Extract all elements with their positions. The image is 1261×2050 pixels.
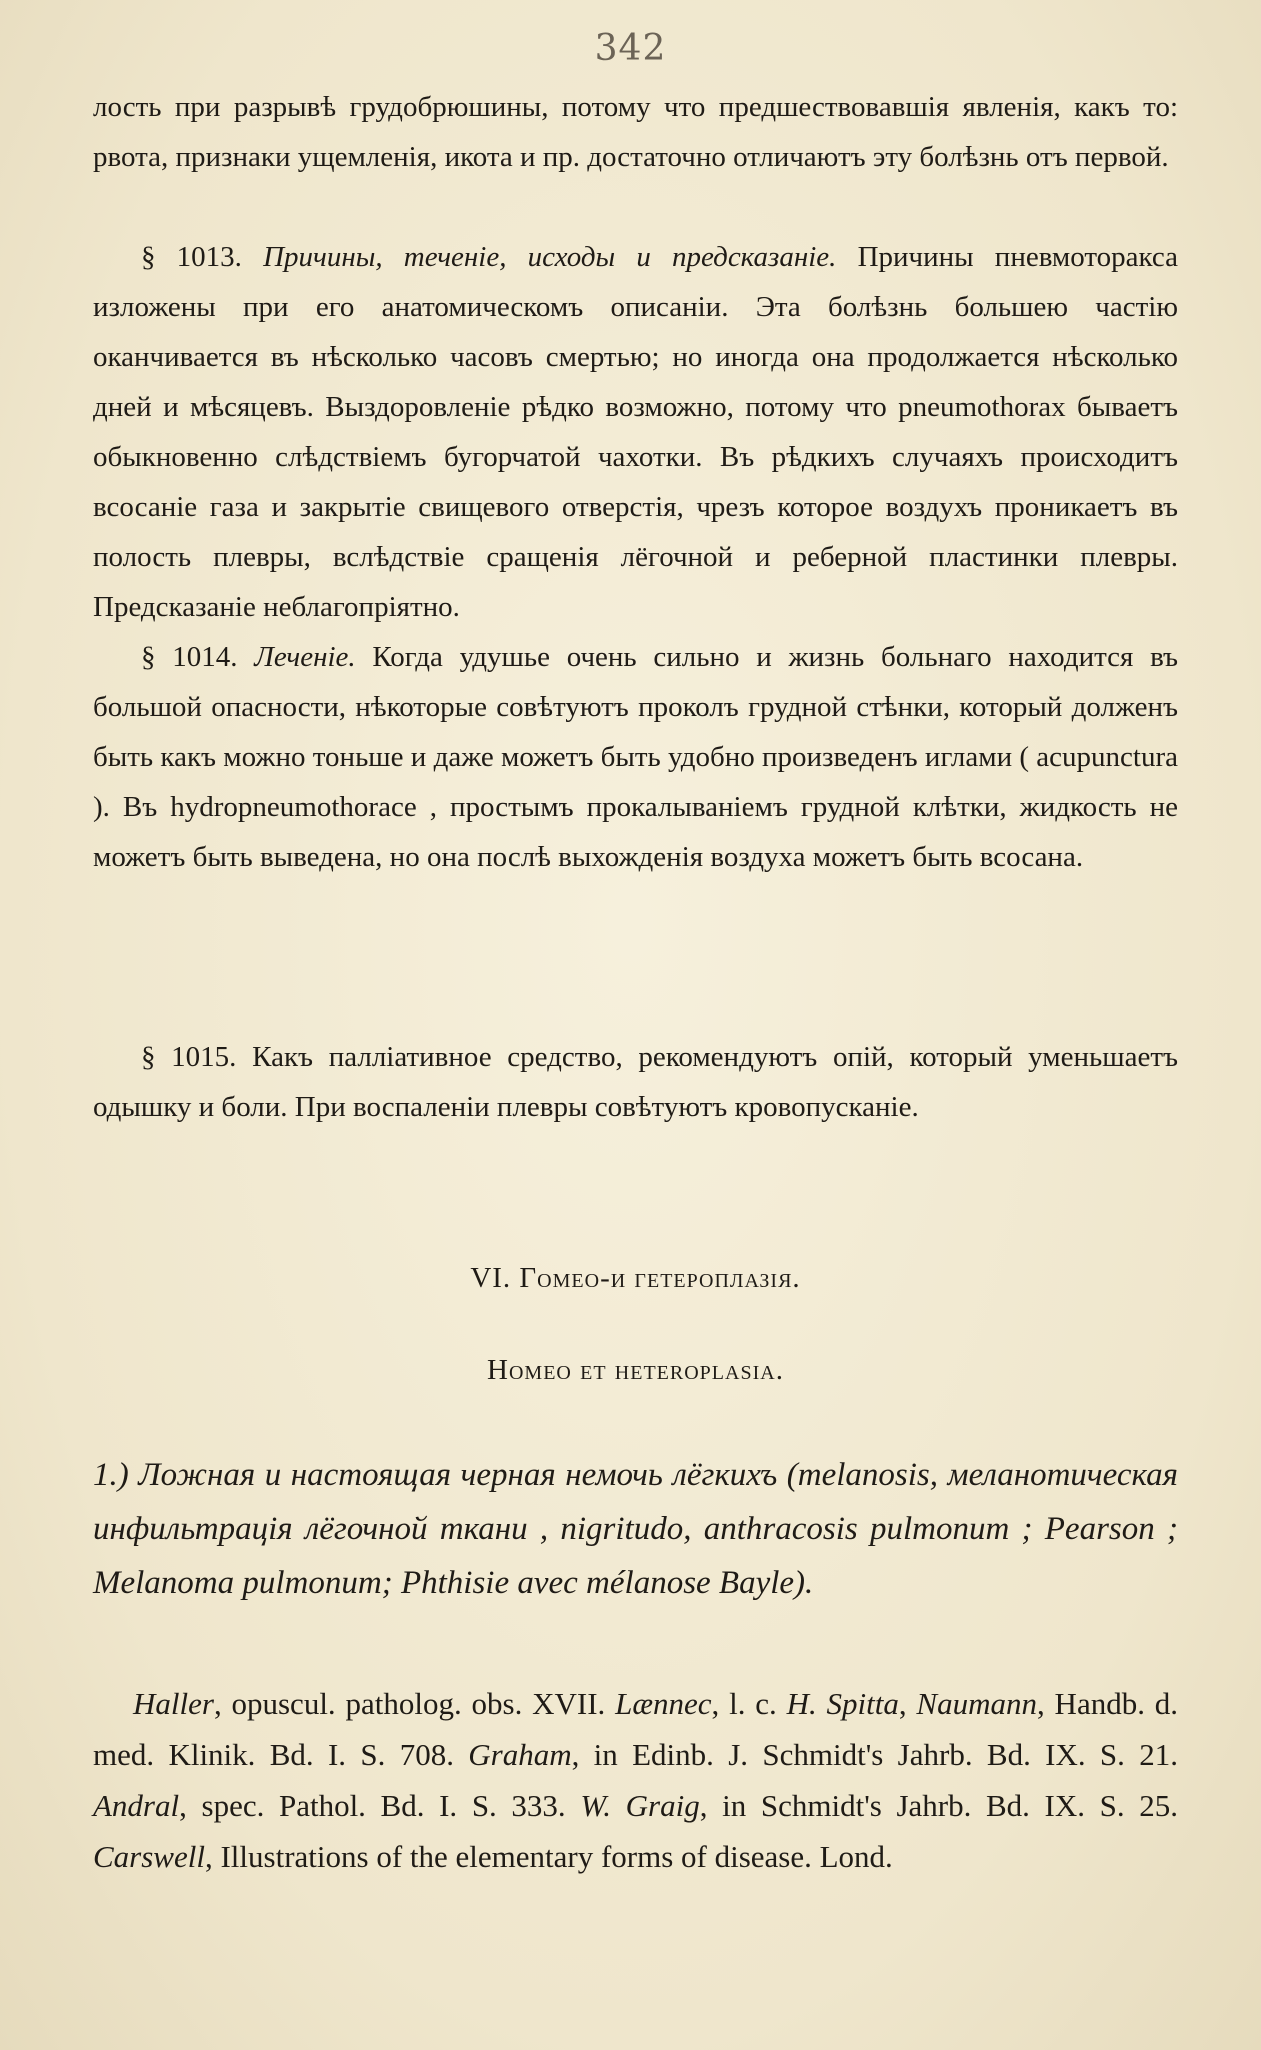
paragraph-text: Какъ паллiативное средство, рекомендуютъ опій, который уменьшаетъ одышку и боли. При воспаленіи плевры совѣтуютъ кровопусканіе. — [93, 1041, 1179, 1123]
section-title: Леченіе. — [254, 641, 356, 673]
paragraph-1013 — [93, 232, 1178, 632]
reference-author: Andral — [93, 1788, 180, 1823]
reference-details: , Handb. d. med. Klinik. Bd. I. S. 708. — [93, 1686, 1179, 1772]
section-heading-russian: VI. Гомео-и гетероплазія. — [470, 1262, 801, 1294]
reference-details: , l. c. — [711, 1686, 787, 1721]
page-number: 342 — [594, 28, 667, 69]
reference-author: Naumann — [916, 1686, 1037, 1721]
section-number: § 1014. — [141, 641, 238, 673]
reference-details: , in Schmidt's Jahrb. Bd. IX. S. 25. — [699, 1788, 1178, 1823]
reference-details: , — [898, 1686, 917, 1721]
reference-details: , in Edinb. J. Schmidt's Jahrb. Bd. IX. S. 21. — [571, 1737, 1178, 1772]
reference-author: W. Graig — [580, 1788, 700, 1823]
reference-author: Lænnec — [615, 1686, 712, 1721]
reference-author: H. Spitta — [786, 1686, 899, 1721]
paragraph-1014 — [93, 632, 1178, 882]
list-item-1 — [93, 1448, 1178, 1610]
references-text — [93, 1678, 1178, 1882]
reference-author: Graham — [468, 1737, 572, 1772]
reference-details: , Illustrations of the elementary forms of disease. Lond. — [204, 1839, 893, 1874]
section-number: § 1013. — [141, 241, 242, 273]
section-number: § 1015. — [141, 1041, 237, 1073]
paragraph-continuation — [93, 82, 1178, 182]
reference-details: , spec. Pathol. Bd. I. S. 333. — [179, 1788, 581, 1823]
paragraph-1015 — [93, 1032, 1178, 1132]
paragraph-text: лость при разрывѣ грудобрюшины, потому что предшествовавшія явленія, какъ то: рвота, признаки ущемленія, икота и пр. достаточно отличаютъ эту болѣзнь отъ первой. — [93, 91, 1178, 173]
section-heading-latin: Homeo et heteroplasia. — [487, 1354, 784, 1386]
reference-author: Haller — [133, 1686, 214, 1721]
references — [93, 1678, 1178, 1882]
reference-author: Carswell — [93, 1839, 205, 1874]
section-title: Причины, теченіе, исходы и предсказаніе. — [263, 241, 837, 273]
reference-details: , opuscul. patholog. obs. XVII. — [213, 1686, 616, 1721]
list-item-text: 1.) Ложная и настоящая черная немочь лёгкихъ (melanosis, меланотическая инфильтрація лёгочной ткани , nigritudo, anthracosis pulmonum ; Pearson ; Melanoma pulmonum; Phthisie avec mélanose Bayle). — [93, 1457, 1178, 1601]
paragraph-text: Когда удушье очень сильно и жизнь больнаго находится въ большой опасности, нѣкоторые совѣтуютъ проколъ грудной стѣнки, который долженъ быть какъ можно тоньше и даже можетъ быть удобно произведенъ иглами ( acupunctura ). Въ hydropneumothorace , простымъ прокалываніемъ грудной клѣтки, жидкость не можетъ быть выведена, но она послѣ выхожденія воздуха можетъ быть всосана. — [93, 641, 1179, 873]
paragraph-text: Причины пневмоторакса изложены при его анатомическомъ описаніи. Эта болѣзнь большею частію оканчивается въ нѣсколько часовъ смертью; но иногда она продолжается нѣсколько дней и мѣсяцевъ. Выздоровленіе рѣдко возможно, потому что pneumothorax бываетъ обыкновенно слѣдствіемъ бугорчатой чахотки. Въ рѣдкихъ случаяхъ происходитъ всосаніе газа и закрытіе свищевого отверстія, чрезъ которое воздухъ проникаетъ въ полость плевры, вслѣдствіе сращенія лёгочной и реберной пластинки плевры. Предсказаніе неблагопріятно. — [93, 241, 1179, 623]
